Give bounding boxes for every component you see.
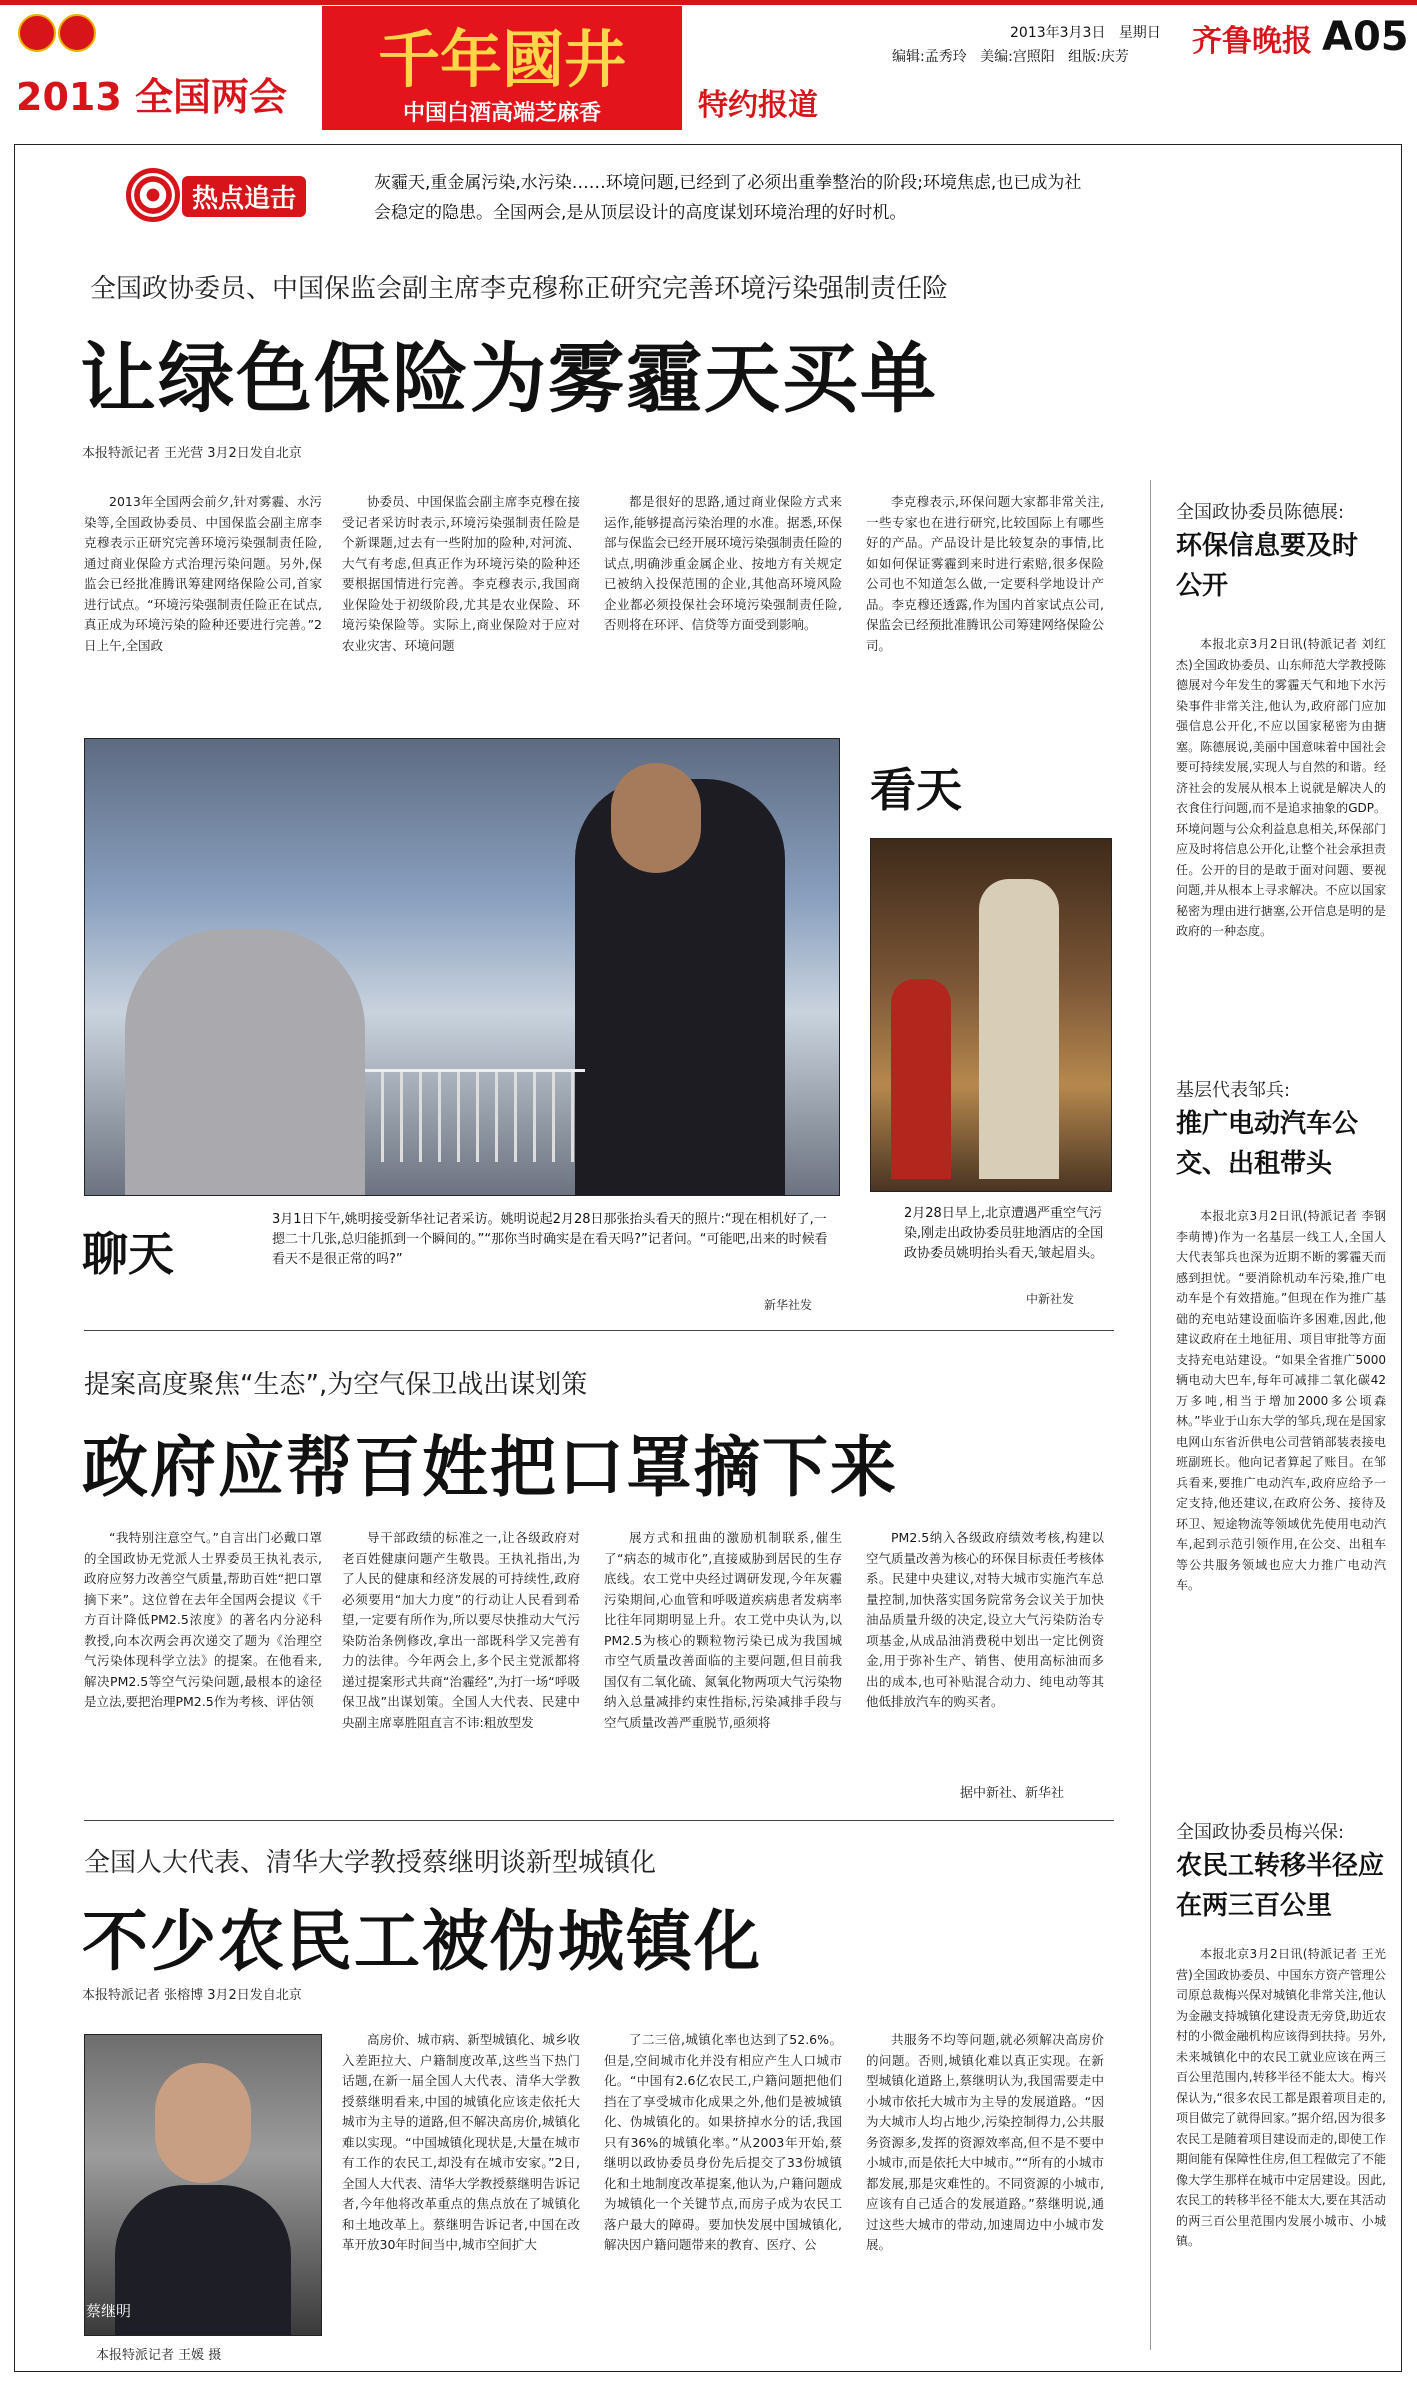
sidebar2-body: 本报北京3月2日讯(特派记者 李钢 李萌博)作为一名基层一线工人,全国人大代表邹兵也深为近期不断的雾霾天而感到担忧。“要消除机动车污染,推广电动车是个有效措施。”但现在作为推广基础的充电站建设面临许多困难,因此,他建议政府在土地征用、项目审批等方面支持充电站建设。“如果全省推广5000辆电动大巴车,每年可减排二氧化碳42万多吨,相当于增加2000多公顷森林。”毕业于山东大学的邹兵,现在是国家电网山东省沂供电公司营销部装表接电班副班长。他向记者算起了账目。在邹兵看来,要推广电动汽车,政府应给予一定支持,他还建议,在政府公务、接待及环卫、短途物流等领域优先使用电动汽车,起到示范引领作用,在公交、出租车等公共服务领域也应大力推广电动汽车。 bbox=[1176, 1209, 1386, 1592]
photo-cai bbox=[84, 2034, 322, 2336]
story2-source: 据中新社、新华社 bbox=[960, 1786, 1065, 1801]
story1-byline: 本报特派记者 王光营 3月2日发自北京 bbox=[82, 446, 302, 461]
label-sky: 看天 bbox=[870, 763, 962, 817]
photo-figure-head bbox=[611, 763, 701, 873]
divider bbox=[84, 1820, 1114, 1821]
sidebar1-body: 本报北京3月2日讯(特派记者 刘红杰)全国政协委员、山东师范大学教授陈德展对今年发生的雾霾天气和地下水污染事件非常关注,他认为,政府部门应加强信息公开化,不应以国家秘密为由搪塞。陈德展说,美丽中国意味着中国社会要可持续发展,实现人与自然的和谐。经济社会的发展从根本上说就是解决人的衣食住行问题,而不是追求抽象的GDP。环境问题与公众利益息息相关,环保部门应及时将信息公开化,让整个社会承担责任。公开的目的是敢于面对问题、要视问题,并从根本上寻求解决。不应以国家秘密为理由进行搪塞,公开信息是明的是政府的一种态度。 bbox=[1176, 637, 1386, 938]
top-red-rule bbox=[0, 0, 1417, 5]
staff-info bbox=[892, 46, 1129, 66]
photo-figure-tall bbox=[979, 879, 1059, 1179]
story3-col2: 了二三倍,城镇化率也达到了52.6%。但是,空间城市化并没有相应产生人口城市化。“中国有2.6亿农民工,户籍问题把他们挡在了享受城市化成果之外,他们是被城镇化、伪城镇化的。如果挤掉水分的话,我国只有36%的城镇化率。”从2003年开始,蔡继明以政协委员身份先后提交了33份城镇化和土地制度改革提案,他认为,户籍问题成为城镇化一个关键节点,而房子成为农民工落户最大的障碍。要加快发展中国城镇化,解决因户籍问题带来的教育、医疗、公 bbox=[604, 2032, 842, 2252]
section-title: 2013 全国两会 bbox=[16, 75, 287, 119]
photo-credit: 本报特派记者 王媛 摄 bbox=[96, 2348, 222, 2363]
caption-chat: 3月1日下午,姚明接受新华社记者采访。姚明说起2月28日那张抬头看天的照片:“现在相机好了,一摁二十几张,总归能抓到一个瞬间的。”“那你当时确实是在看天吗?”记者问。“可能吧,出来的时候看看天不是很正常的吗?” bbox=[272, 1212, 828, 1267]
sidebar1-head: 全国政协委员陈德展: bbox=[1176, 502, 1345, 523]
story1-kicker: 全国政协委员、中国保监会副主席李克穆称正研究完善环境污染强制责任险 bbox=[90, 274, 949, 304]
story1-headline: 让绿色保险为雾霾天买单 bbox=[80, 334, 938, 423]
label-chat: 聊天 bbox=[82, 1227, 174, 1281]
photo-figure-head bbox=[155, 2063, 251, 2183]
story2-kicker: 提案高度聚焦“生态”,为空气保卫战出谋划策 bbox=[84, 1370, 588, 1400]
story3-col3: 共服务不均等问题,就必须解决高房价的问题。否则,城镇化难以真正实现。在新型城镇化道路上,蔡继明认为,我国需要走中小城市依托大城市为主导的发展道路。“因为大城市人均占地少,污染控制得力,公共服务资源多,发挥的资源效率高,但不是不要中小城市,而是依托大中城市。”“所有的小城市都发展,那是灾难性的。不同资源的小城市,应该有自己适合的发展道路。”蔡继明说,通过这些大城市的带动,加速周边中小城市发展。 bbox=[866, 2032, 1104, 2252]
photo-name: 蔡继明 bbox=[86, 2302, 132, 2320]
art-editor: 美编:宫照阳 bbox=[980, 49, 1055, 65]
masthead bbox=[0, 0, 1417, 140]
issue-info bbox=[1010, 22, 1161, 42]
emblem-icon bbox=[18, 14, 56, 52]
sidebar1-title: 环保信息要及时公开 bbox=[1176, 531, 1359, 601]
story2-col3: 展方式和扭曲的激励机制联系,催生了“病态的城市化”,直接威胁到居民的生存底线。农工党中央经过调研发现,今年灰霾污染期间,心血管和呼吸道疾病患者发病率比往年同期明显上升。农工党中央认为,以PM2.5为核心的颗粒物污染已成为我国城市空气质量改善面临的主要问题,但目前我国仅有二氧化硫、氮氧化物两项大气污染物纳入总量减排约束性指标,污染减排手段与空气质量改善严重脱节,亟须将 bbox=[604, 1530, 842, 1730]
photo-figure-body bbox=[115, 2185, 291, 2335]
photo-sky bbox=[870, 838, 1112, 1192]
ad-brand: 千年國井 bbox=[377, 23, 626, 96]
story1-col1: 2013年全国两会前夕,针对雾霾、水污染等,全国政协委员、中国保监会副主席李克穆表示正研究完善环境污染强制责任险,通过商业保险方式治理污染问题。另外,保监会已经批准腾讯筹建网络保险公司,首家进行试点。“环境污染强制责任险正在试点,真正成为环境污染的险种还要进行完善。”2日上午,全国政 bbox=[84, 494, 322, 653]
sidebar-rule bbox=[1150, 480, 1151, 2350]
story2-col4: PM2.5纳入各级政府绩效考核,构建以空气质量改善为核心的环保目标责任考核体系。民建中央建议,对特大城市实施汽车总量控制,加快落实国务院常务会议关于加快油品质量升级的决定,设立大气污染防治专项基金,从成品油消费税中划出一定比例资金,用于弥补生产、销售、使用高标油而多出的成本,也可补贴混合动力、纯电动等其他低排放汽车的购买者。 bbox=[866, 1530, 1104, 1709]
story1-col3: 都是很好的思路,通过商业保险方式来运作,能够提高污染治理的水准。据悉,环保部与保监会已经开展环境污染强制责任险的试点,明确涉重金属企业、按地方有关规定已被纳入投保范围的企业,其他高环境风险企业都必须投保社会环境污染强制责任险,否则将在环评、信贷等方面受到影响。 bbox=[604, 494, 842, 632]
sidebar2-head: 基层代表邹兵: bbox=[1176, 1080, 1291, 1101]
story3-kicker: 全国人大代表、清华大学教授蔡继明谈新型城镇化 bbox=[84, 1848, 657, 1878]
ad-note: 特约报道 bbox=[698, 88, 818, 123]
proofreader: 组版:庆芳 bbox=[1068, 49, 1129, 65]
ad-banner bbox=[322, 6, 682, 130]
story1-col2: 协委员、中国保监会副主席李克穆在接受记者采访时表示,环境污染强制责任险是个新课题,过去有一些附加的险种,对河流、大气有考虑,但真正作为环境污染的险种还要根据国情进行完善。李克穆表示,我国商业保险处于初级阶段,尤其是农业保险、环境污染保险等。实际上,商业保险对于应对农业灾害、环境问题 bbox=[342, 494, 580, 653]
paper-name: 齐鲁晚报 bbox=[1192, 24, 1312, 59]
photo-figure-reporter bbox=[125, 929, 365, 1195]
sidebar2-title: 推广电动汽车公交、出租带头 bbox=[1176, 1109, 1359, 1179]
story3-col1: 高房价、城市病、新型城镇化、城乡收入差距拉大、户籍制度改革,这些当下热门话题,在新一届全国人大代表、清华大学教授蔡继明看来,中国的城镇化应该走依托大城市为主导的道路,但不解决高房价,城镇化难以实现。“中国城镇化现状是,大量在城市有工作的农民工,却没有在城市安家。”2日,全国人大代表、清华大学教授蔡继明告诉记者,今年他将改革重点的焦点放在了城镇化和土地改革上。蔡继明告诉记者,中国在改革开放30年时间当中,城市空间扩大 bbox=[342, 2032, 580, 2252]
hot-topic-badge bbox=[126, 168, 336, 224]
divider bbox=[84, 1330, 1114, 1331]
photo-figure-red bbox=[891, 979, 951, 1179]
photo-chat bbox=[84, 738, 840, 1196]
credit-chat: 新华社发 bbox=[764, 1298, 813, 1312]
photo-railing bbox=[365, 1069, 585, 1162]
target-icon bbox=[126, 168, 180, 222]
story3-byline: 本报特派记者 张榕博 3月2日发自北京 bbox=[82, 1988, 302, 2003]
emblem-icon bbox=[58, 14, 96, 52]
page-number: A05 bbox=[1322, 14, 1409, 60]
editor: 编辑:孟秀玲 bbox=[892, 49, 967, 65]
ad-slogan: 中国白酒高端芝麻香 bbox=[402, 101, 601, 126]
sidebar3-head: 全国政协委员梅兴保: bbox=[1176, 1822, 1345, 1843]
story3-headline: 不少农民工被伪城镇化 bbox=[82, 1903, 762, 1980]
story2-col1: “我特别注意空气。”自言出门必戴口罩的全国政协无党派人士界委员王执礼表示,政府应努力改善空气质量,帮助百姓“把口罩摘下来”。这位曾在去年全国两会提议《千方百计降低PM2.5浓度》的著名内分泌科教授,向本次两会再次递交了题为《治理空气污染体现科学立法》的提案。在他看来,解决PM2.5等空气污染问题,最根本的途径是立法,要把治理PM2.5作为考核、评估领 bbox=[84, 1530, 322, 1709]
sidebar3-body: 本报北京3月2日讯(特派记者 王光营)全国政协委员、中国东方资产管理公司原总裁梅兴保对城镇化非常关注,他认为金融支持城镇化建设责无旁贷,助近农村的小微金融机构应该得到扶持。另外,未来城镇化中的农民工就业应该在两三百公里范围内,转移半径不能太大。梅兴保认为,“很多农民工都是跟着项目走的,项目做完了就得回家。”据介绍,因为很多农民工是随着项目建设而走的,即使工作期间能有保障性住房,但工程做完了不能像大学生那样在城市中定居建设。因此,农民工的转移半径不能太大,要在其活动的两三百公里范围内发展小城市、小城镇。 bbox=[1176, 1947, 1386, 2248]
story2-headline: 政府应帮百姓把口罩摘下来 bbox=[82, 1429, 898, 1506]
credit-sky: 中新社发 bbox=[1026, 1292, 1075, 1306]
sidebar3-title: 农民工转移半径应在两三百公里 bbox=[1176, 1851, 1385, 1921]
story2-col2: 导干部政绩的标准之一,让各级政府对老百姓健康问题产生敬畏。王执礼指出,为了人民的健康和经济发展的可持续性,政府必须要用“加大力度”的行动让人民看到希望,一定要有所作为,所以要尽快推动大气污染防治条例修改,拿出一部既科学又完善有力的法律。今年两会上,多个民主党派都将递过提案形式共商“治霾经”,为打一场“呼吸保卫战”出谋划策。全国人大代表、民建中央副主席辜胜阻直言不讳:粗放型发 bbox=[342, 1530, 580, 1730]
hot-text: 灰霾天,重金属污染,水污染……环境问题,已经到了必须出重拳整治的阶段;环境焦虑,也已成为社会稳定的隐患。全国两会,是从顶层设计的高度谋划环境治理的好时机。 bbox=[374, 173, 1082, 223]
hot-label: 热点追击 bbox=[182, 176, 306, 217]
story1-col4: 李克穆表示,环保问题大家都非常关注,一些专家也在进行研究,比较国际上有哪些好的产品。产品设计是比较复杂的事情,比如如何保证雾霾到来时进行索赔,很多保险公司也不知道怎么做,一定要科学地设计产品。李克穆还透露,作为国内首家试点公司,保监会已经预批准腾讯公司筹建网络保险公司。 bbox=[866, 494, 1104, 653]
issue-date: 2013年3月3日 bbox=[1010, 25, 1106, 41]
caption-sky: 2月28日早上,北京遭遇严重空气污染,刚走出政协委员驻地酒店的全国政协委员姚明抬头看天,皱起眉头。 bbox=[904, 1206, 1104, 1261]
issue-weekday: 星期日 bbox=[1118, 25, 1161, 41]
